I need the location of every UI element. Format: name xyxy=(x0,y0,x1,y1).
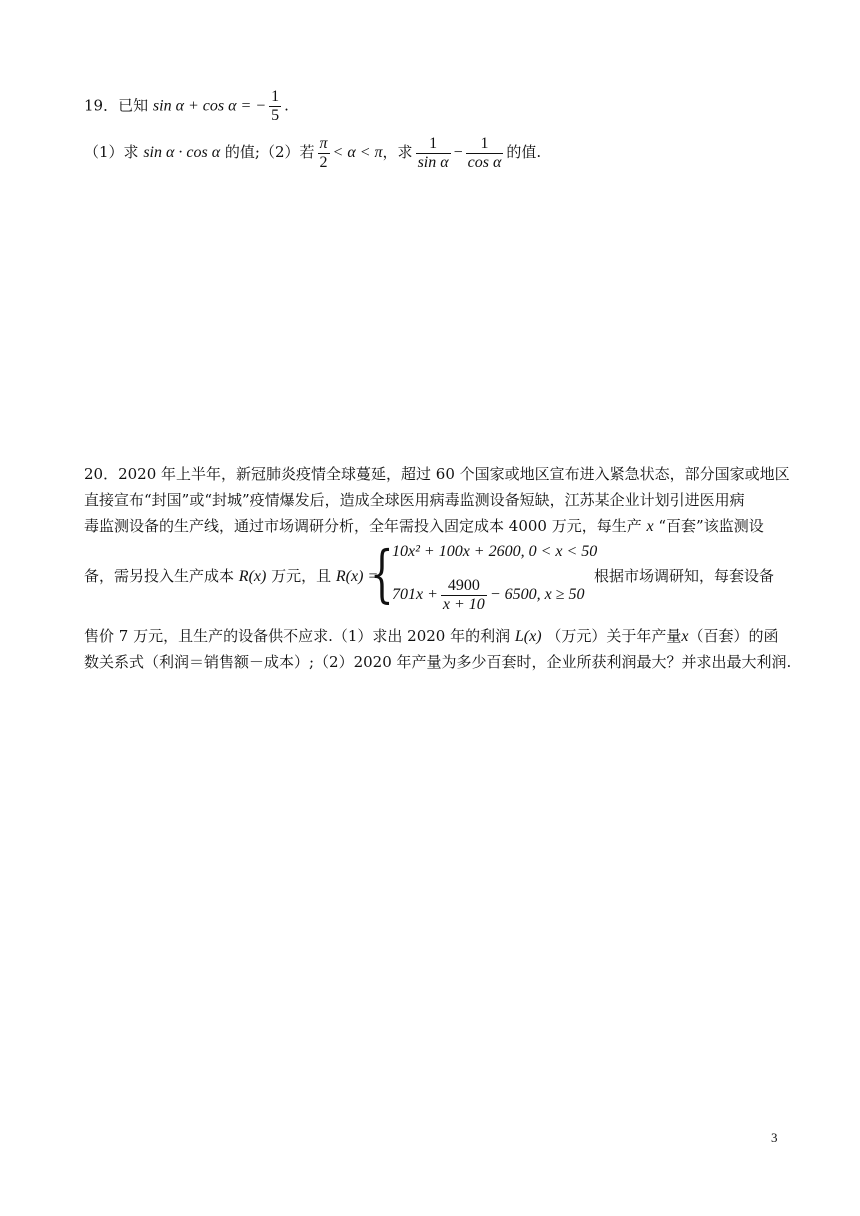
q20-line-1: 20．2020 年上半年，新冠肺炎疫情全球蔓延，超过 60 个国家或地区宣布进入紧急状态，部分国家或地区 xyxy=(84,465,790,483)
q19-known: 已知 xyxy=(118,96,149,115)
q19-part1-label: （1）求 xyxy=(84,143,139,161)
page-number: 3 xyxy=(771,1130,778,1145)
piecewise-case-2: 701x + $\frac{4900}{x + 10}$ − 6500, x ≥ 50 xyxy=(392,576,585,613)
r-of-x-definition: R(x) = xyxy=(335,568,379,585)
q20-line-3: 毒监测设备的生产线，通过市场调研分析，全年需投入固定成本 4000 万元，每生产 x “百套”该监测设 xyxy=(84,517,764,535)
piecewise-brace: { xyxy=(370,537,394,610)
q19-part1-expr: sin α · cos α xyxy=(143,144,221,161)
q19-fraction-one-fifth: $\frac{1}{5}$ xyxy=(271,88,280,124)
q19-part1-tail: 的值;（2）若 xyxy=(224,143,315,161)
q20-line-4-head: 备，需另投入生产成本 R(x) 万元，且 R(x) = xyxy=(84,567,379,585)
q19-parts: （1）求 sin α · cos α 的值;（2）若 $\frac{\pi}{2}$ < α < π，求 $\frac{1}{\text{sin α}}$ − $\frac{1}{\text{cos α}}$ 的值. xyxy=(84,134,542,171)
q19-pi-over-two: $\frac{\pi}{2}$ xyxy=(319,134,328,171)
q20-line-5: 售价 7 万元，且生产的设备供不应求.（1）求出 2020 年的利润 L(x) （万元）关于年产量x（百套）的函 xyxy=(84,627,779,645)
q20-line-4-tail: 根据市场调研知，每套设备 xyxy=(594,567,775,585)
q19-number: 19． xyxy=(84,96,119,115)
q19-part2-tail: 的值. xyxy=(506,143,542,161)
q20-line-6: 数关系式（利润＝销售额－成本）;（2）2020 年产量为多少百套时，企业所获利润最大？并求出最大利润. xyxy=(84,653,792,671)
q19-frac-one-over-cos: $\frac{1}{\text{cos α}}$ xyxy=(467,134,502,171)
q19-given-lhs: sin α + cos α = − xyxy=(152,97,267,115)
q19-condition: < α < π xyxy=(332,144,383,161)
piecewise-fraction: $\frac{4900}{x + 10}$ xyxy=(442,576,485,613)
q19-frac-one-over-sin: $\frac{1}{\text{sin α}}$ xyxy=(417,134,449,171)
q19-given: 19．已知 sin α + cos α = − $\frac{1}{5}$ . xyxy=(84,88,289,124)
piecewise-case-1: 10x² + 100x + 2600, 0 < x < 50 xyxy=(392,543,598,560)
q20-line-2: 直接宣布“封国”或“封城”疫情爆发后，造成全球医用病毒监测设备短缺，江苏某企业计划引进医用病 xyxy=(84,491,745,509)
q19-part2-ask: ，求 xyxy=(382,143,413,161)
